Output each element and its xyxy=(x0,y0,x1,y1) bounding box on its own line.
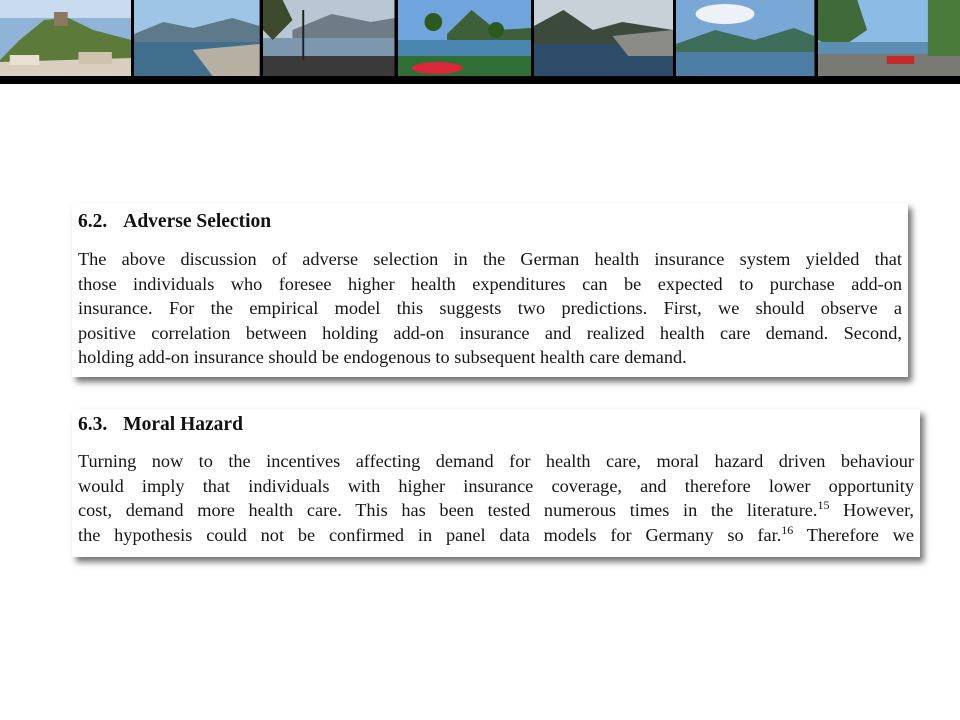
excerpt-adverse-selection xyxy=(72,203,908,377)
section-paragraph xyxy=(78,449,914,547)
banner-photo-lakeside-promenade-tree xyxy=(263,0,397,76)
photo-banner xyxy=(0,0,960,76)
banner-photo-lake-mountain-aerial xyxy=(534,0,676,76)
paragraph-line: holding add-on insurance should be endogenous to subsequent health care demand. xyxy=(78,347,687,368)
line-text: However, xyxy=(829,500,914,521)
banner-photo-hilltop-castle-village xyxy=(0,0,134,76)
section-title: Moral Hazard xyxy=(123,414,243,435)
paragraph-line: Turning now to the incentives affecting demand for health care, moral hazard driven behaviour xyxy=(78,451,914,471)
banner-photo-promenade-red-bench xyxy=(818,0,960,76)
line-text: cost, demand more health care. This has been tested numerous times in the literature. xyxy=(78,500,818,521)
section-paragraph xyxy=(78,247,902,370)
banner-photo-palm-garden-flowerbed xyxy=(398,0,534,76)
paragraph-line: those individuals who foresee higher health expenditures can be expected to purchase add-on xyxy=(78,273,902,294)
banner-divider xyxy=(0,76,960,84)
paragraph-line xyxy=(78,523,914,548)
paragraph-line: insurance. For the empirical model this suggests two predictions. First, we should observe a xyxy=(78,298,902,319)
section-heading xyxy=(78,211,902,233)
excerpt-moral-hazard xyxy=(72,409,920,557)
banner-photo-lake-city-panorama xyxy=(134,0,263,76)
paragraph-line: would imply that individuals with higher insurance coverage, and therefore lower opportunity xyxy=(78,475,914,496)
banner-photo-cloudy-lake-valley xyxy=(676,0,817,76)
line-text: Therefore we xyxy=(793,524,914,545)
line-text: the hypothesis could not be confirmed in panel data models for Germany so far. xyxy=(78,524,782,545)
section-number: 6.3. xyxy=(78,414,108,435)
paragraph-line: positive correlation between holding add-on insurance and realized health care demand. Second, xyxy=(78,322,902,343)
footnote-ref: 15 xyxy=(817,498,830,513)
paragraph-line: The above discussion of adverse selection in the German health insurance system yielded that xyxy=(78,249,902,269)
section-number: 6.2. xyxy=(78,211,108,232)
section-heading xyxy=(78,414,914,436)
footnote-ref: 16 xyxy=(781,522,794,537)
section-title: Adverse Selection xyxy=(123,211,272,232)
paragraph-line xyxy=(78,498,914,523)
